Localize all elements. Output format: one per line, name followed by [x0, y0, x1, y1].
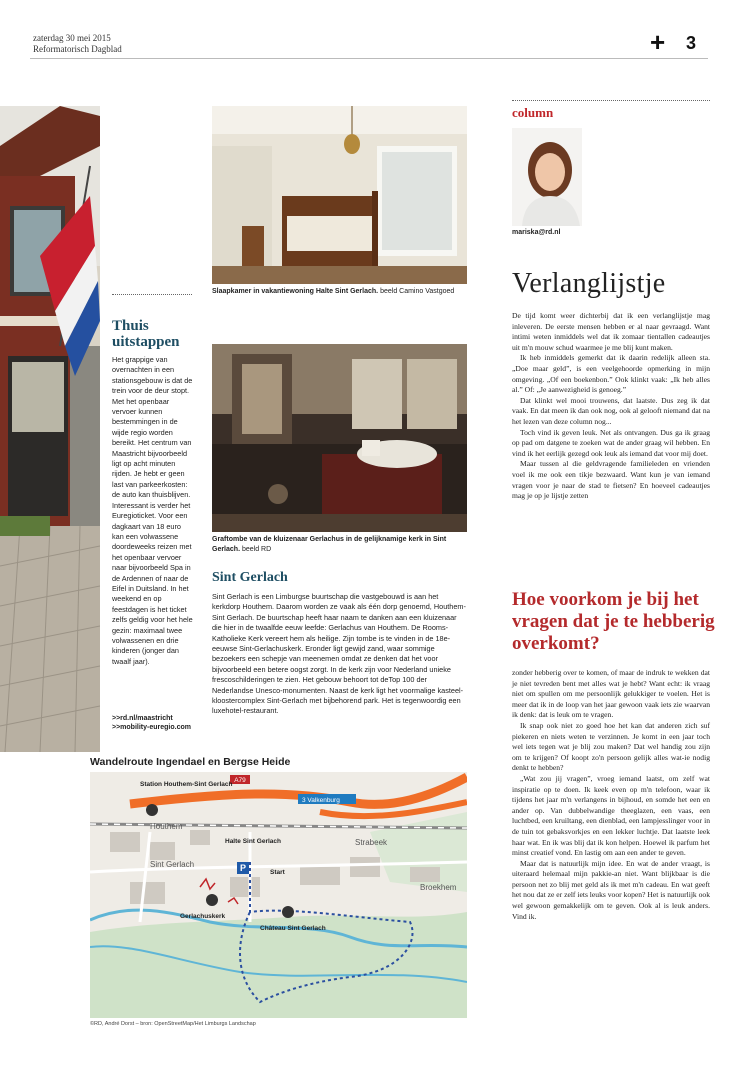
- bedroom-caption-bold: Slaapkamer in vakantiewoning Halte Sint Gerlach.: [212, 288, 379, 295]
- sint-gerlach-text: Sint Gerlach is een Limburgse buurtschap die vastgebouwd is aan het kerkdorp Houthem. Daarom worden ze vaak als één dorp genoemd, Houthem-Sint Gerlach. De buurtschap heeft haar naam te danken aan een kluizenaar die hier in de twaalfde eeuw leefde: Gerlachus van Houthem. De Rooms-Katholieke Kerk vereert hem als heilige. Zijn tombe is te vinden in de 18e-eeuwse Sint-Gerlachuskerk. Eronder ligt gewijd zand, waar sommige bezoekers een schepje van meenemen omdat ze denken dat het voor bijvoorbeeld een betere oogst zorgt. In de kerk zijn voor Nederland unieke frescoschilderingen te zien. Het gebouw behoort tot deTop 100 der Nederlandse Unesco-monumenten. Naast de kerk ligt het voormalige kasteel-kloostercomplex Sint-Gerlach met bijbehorend park. Het is tegenwoordig een luxehotel-restaurant.: [212, 592, 466, 716]
- church-photo: [212, 344, 467, 532]
- plus-logo-icon: +: [650, 27, 666, 57]
- edition-date: [33, 33, 122, 55]
- column-label: column: [512, 105, 554, 120]
- column-text-bottom: [512, 668, 710, 922]
- column-paragraph: zonder hebberig over te komen, of maar de indruk te wekken dat je niet tevreden bent met alles wat je hebt? Want echt: ik vraag niet om spullen om me persoonlijk gelukkiger te voelen. Het is meer dat ik in de loop van het jaar gewoon vaak iets zie waarvan ik denk: dat is leuk om te vragen.: [512, 668, 710, 720]
- author-avatar: [512, 128, 582, 226]
- map-label-halte: Halte Sint Gerlach: [225, 838, 281, 845]
- column-paragraph: Ik heb inmiddels gemerkt dat ik daarin redelijk alleen sta. „Doe maar geld”, is een veelgehoorde opmerking in mijn omgeving. „Of een boekenbon.” Ook klinkt vaak: „Ik heb alles al.” Of: „Je aanwezigheid is genoeg.”: [512, 353, 710, 395]
- column-paragraph: Ik snap ook niet zo goed hoe het kan dat anderen zich suf piekeren en niets weten te verzinnen. Je komt in een jaar toch wel iets tegen wat je blij zou maken? Dat wel handig zou zijn om te krijgen? Of koopt zo'n persoon gelijk alles wat-ie nodig denkt te hebben?: [512, 720, 710, 773]
- map-label-station: [140, 781, 232, 788]
- map-label-broekhem: Broekhem: [420, 883, 457, 892]
- map-label-houthem: Houthem: [150, 822, 183, 831]
- map-label-a79: A79: [234, 777, 246, 784]
- pull-quote: Hoe voorkom je bij het vragen dat je te hebberig overkomt?: [512, 589, 715, 654]
- link-maastricht[interactable]: >>rd.nl/maastricht: [112, 715, 173, 722]
- route-map: [90, 772, 467, 1018]
- sidebar-title-line2: uitstappen: [112, 334, 180, 350]
- author-email: mariska@rd.nl: [512, 229, 561, 236]
- map-label-strabeek: Strabeek: [355, 838, 388, 847]
- church-caption-bold: Graftombe van de kluizenaar Gerlachus in de gelijknamige kerk in Sint Gerlach.: [212, 536, 447, 553]
- date-text: zaterdag 30 mei 2015: [33, 33, 111, 43]
- column-text-top: [512, 311, 710, 502]
- sidebar-dotted-rule: [112, 294, 192, 295]
- map-credit: ©RD, André Dorst – bron: OpenStreetMap/Het Limburgs Landschap: [90, 1021, 256, 1027]
- map-label-station-line: Station Houthem-Sint Gerlach: [140, 781, 233, 788]
- column-paragraph: „Wat zou jij vragen”, vroeg iemand laatst, om zelf wat inspiratie op te doen. Ik keek even op m'n telefoon, waar ik tijdens het jaar m'n verlangens in bijhoud, en somde het een en ander op. Van dubbelwandige theeglazen, een vaas, een luchtbed, een kruiltang, een dienblad, een lampjesslinger voor in de tuin tot gebaksvorkjes en een lekker luchtje. Dat laatste leek haar wat. En ik was blij dat ik kon helpen. Hoewel ik parfum het minst creatief vond. En lastig om aan een ander te geven.: [512, 773, 710, 858]
- header-divider: [30, 58, 708, 59]
- church-caption: [212, 535, 467, 555]
- map-title: Wandelroute Ingendael en Bergse Heide: [90, 756, 291, 768]
- paper-name: Reformatorisch Dagblad: [33, 44, 122, 54]
- column-title: Verlanglijstje: [512, 268, 666, 299]
- bedroom-caption: [212, 287, 467, 297]
- column-paragraph: Maar dat is natuurlijk mijn idee. En wat de ander vraagt, is uiteraard helemaal mijn pakkie-an niet. Want blijkbaar is die persoon net zo blij met geld als ik met m'n cadeau. En wat geeft het nou dat ze er zelf iets leuks voor kopen? Het is natuurlijk ook wel gewoon gemakkelijk om te geven. Ook al is leuk anders. Vind ik.: [512, 858, 711, 921]
- church-caption-credit: beeld RD: [241, 546, 272, 553]
- column-paragraph: Maar tussen al die geldvragende familieleden en vrienden voel ik me ook een tikje bezwaard. Want kun je van iemand vragen voor je naar de stad te fietsen? En hoeveel cadeautjes mag je op je lijstje zetten: [512, 459, 710, 501]
- map-label-sint-gerlach: Sint Gerlach: [150, 860, 195, 869]
- map-label-valkenburg: 3 Valkenburg: [302, 797, 340, 804]
- sint-gerlach-heading: Sint Gerlach: [212, 570, 288, 585]
- column-paragraph: De tijd komt weer dichterbij dat ik een verlanglijstje mag inleveren. De eerste mensen hebben er al naar gevraagd. Want intimi weten inmiddels wel dat ik zomaar tientallen cadeautjes uit m'n mouw schud waarmee je me blij kunt maken.: [512, 311, 710, 352]
- page-number: 3: [686, 33, 697, 53]
- map-label-p: P: [239, 863, 247, 873]
- sidebar-links: [112, 714, 202, 732]
- column-paragraph: Toch vind ik geven leuk. Net als ontvangen. Dus ga ik graag op pad om datgene te zoeken wat de ander graag wil hebben. En vind ik het eerlijk gezegd ook leuk als iemand dat voor mij doet.: [512, 427, 710, 458]
- map-label-gerlachuskerk: Gerlachuskerk: [180, 913, 226, 920]
- sidebar-text: Het grappige van overnachten in een stationsgebouw is dat de trein voor de deur stopt. Met het openbaar vervoer kunnen bestemmingen in de wijde regio worden bereikt. Het centrum van Maastricht bijvoorbeeld ligt op acht minuten rijden. Je hebt er geen last van parkeerkosten: de auto kan thuisblijven. Interessant is verder het Euregioticket. Voor een dagkaart van 18 euro kan een volwassene doordeweeks reizen met het openbaar vervoer naar bijvoorbeeld Spa in de Ardennen of naar de Eifel in Duitsland. In het weekend en op feestdagen is het ticket zelfs geldig voor het hele gezin: maximaal twee volwassenen en drie kinderen (jonger dan twaalf jaar).: [112, 355, 193, 666]
- column-paragraph: Dat klinkt wel mooi trouwens, dat laatste. Dus zeg ik dat vaak. En dat meen ik dan ook nog, ook al gelooft niemand dat na het lezen van deze column nog...: [512, 395, 710, 426]
- map-label-start: Start: [270, 869, 285, 876]
- sidebar-title: [112, 318, 180, 350]
- column-dotted-rule: [512, 100, 710, 101]
- bedroom-photo: [212, 106, 467, 284]
- link-mobility[interactable]: >>mobility-euregio.com: [112, 724, 191, 731]
- sidebar-title-line1: Thuis: [112, 318, 149, 334]
- station-photo: [0, 106, 100, 752]
- map-label-chateau: Château Sint Gerlach: [260, 925, 326, 932]
- bedroom-caption-credit: beeld Camino Vastgoed: [380, 288, 455, 295]
